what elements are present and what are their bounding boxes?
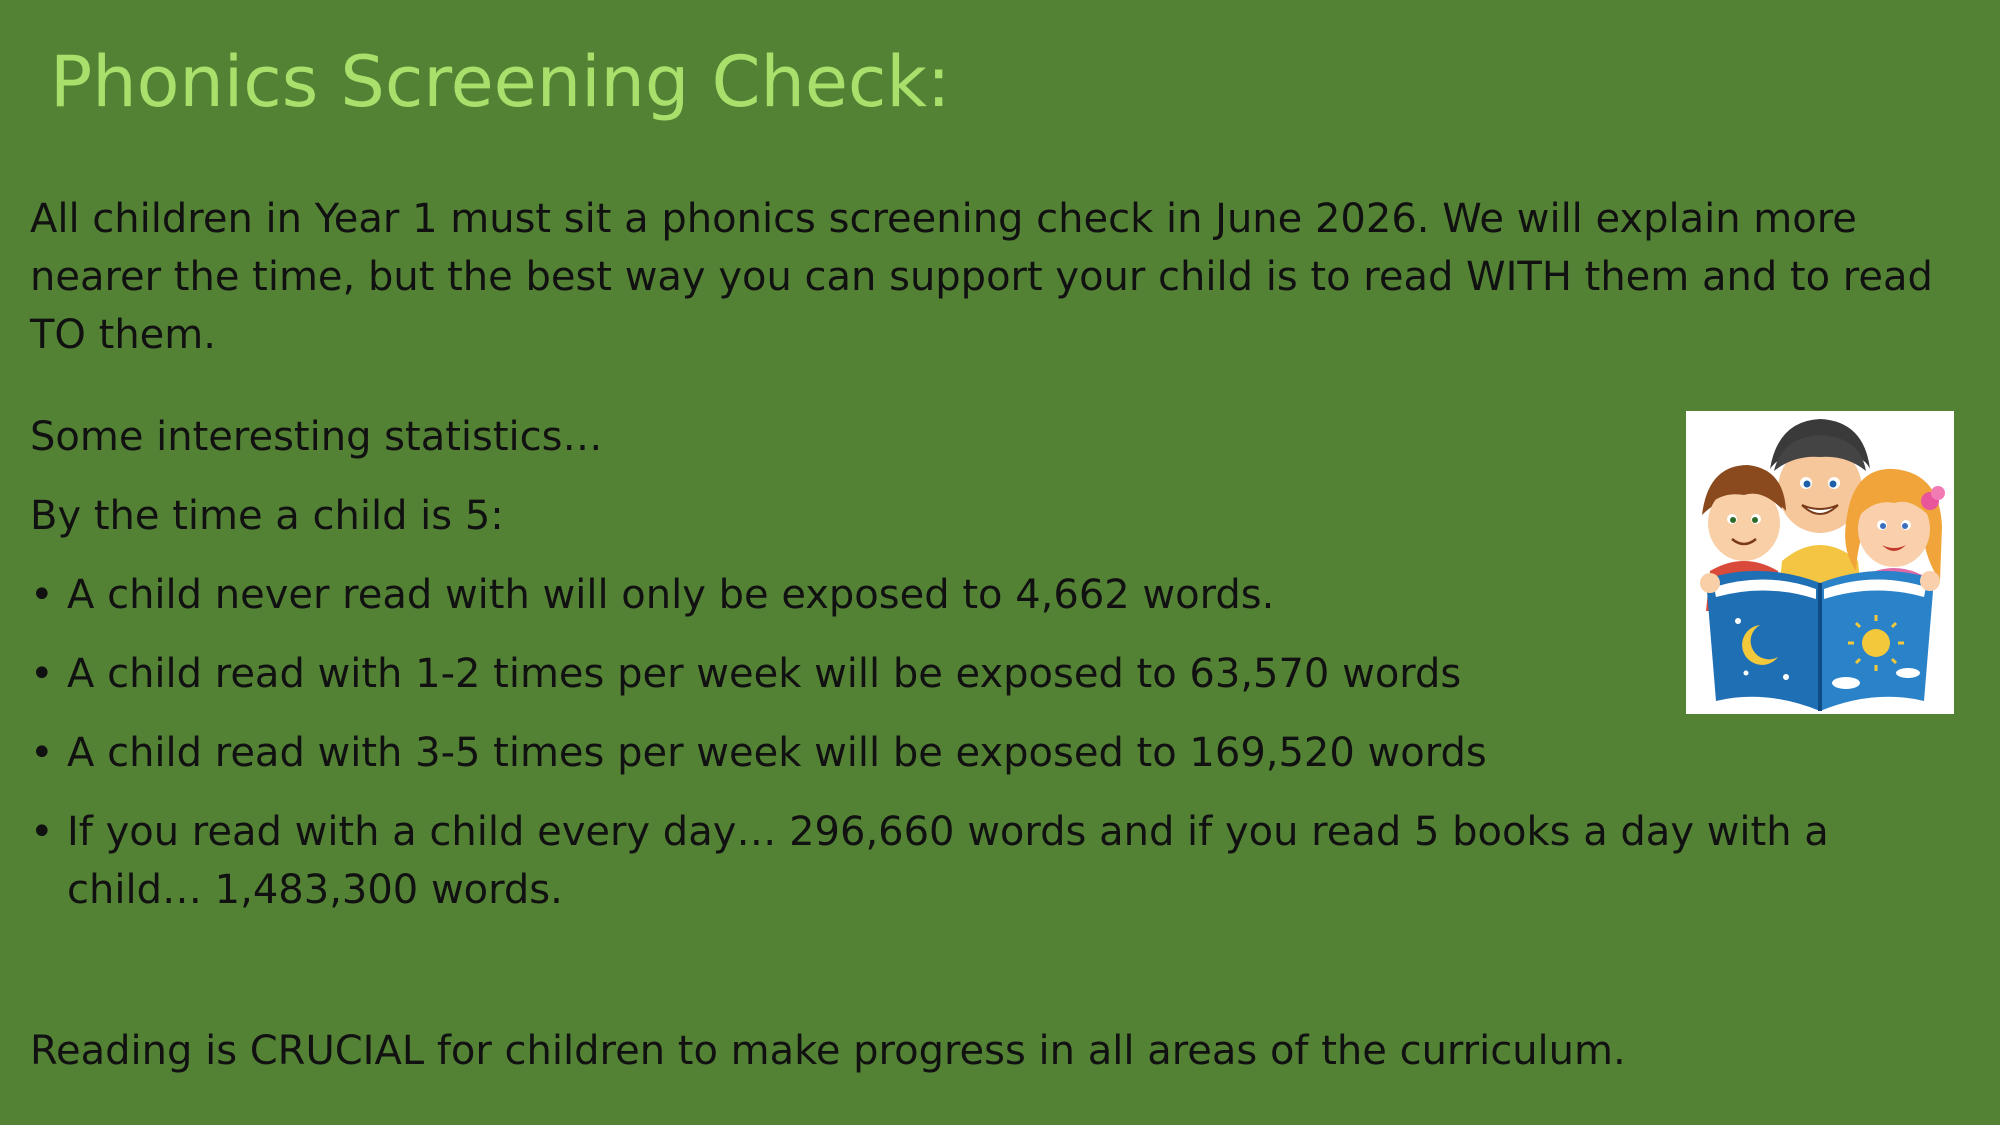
bullet-icon: • (30, 572, 54, 618)
list-item-text: A child read with 1-2 times per week will be exposed to 63,570 words (67, 651, 1462, 697)
statistics-heading: Some interesting statistics… (30, 414, 603, 460)
list-item-text: A child read with 3-5 times per week will be exposed to 169,520 words (67, 730, 1487, 776)
list-item (30, 803, 1960, 919)
list-item (30, 566, 1960, 624)
intro-paragraph: All children in Year 1 must sit a phonics screening check in June 2026. We will explain more nearer the time, but the best way you can support your child is to read WITH them and to read TO them. (30, 196, 1933, 358)
slide-title: Phonics Screening Check: (50, 41, 951, 123)
closing-statement: Reading is CRUCIAL for children to make progress in all areas of the curriculum. (30, 1028, 1626, 1074)
bullet-icon: • (30, 651, 54, 697)
family-reading-book-icon (1686, 411, 1954, 714)
list-item-text: If you read with a child every day… 296,660 words and if you read 5 books a day with a child… 1,483,300 words. (67, 809, 1829, 913)
bullet-icon: • (30, 730, 54, 776)
statistics-list (30, 566, 1960, 940)
list-item (30, 645, 1960, 703)
age-subheading: By the time a child is 5: (30, 493, 504, 539)
list-item-text: A child never read with will only be exposed to 4,662 words. (67, 572, 1275, 618)
bullet-icon: • (30, 809, 54, 855)
list-item (30, 724, 1960, 782)
